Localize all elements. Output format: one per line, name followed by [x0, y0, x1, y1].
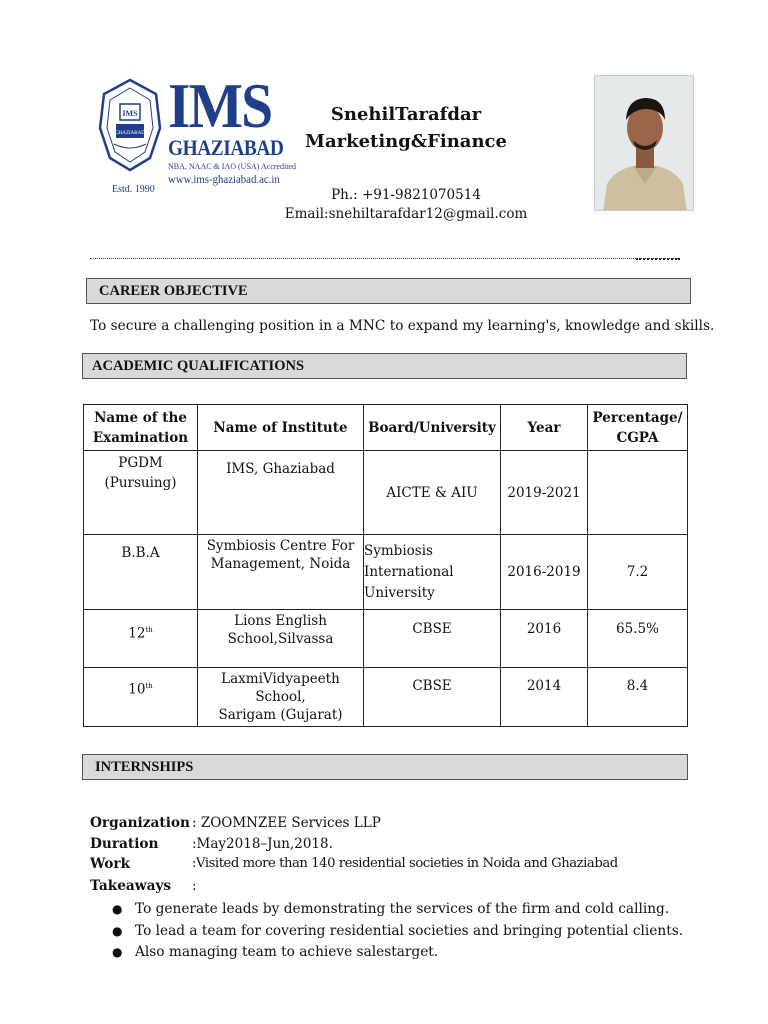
candidate-name: SnehilTarafdar [330, 104, 482, 125]
list-item: ● To lead a team for covering residential societies and bringing potential clients. [112, 921, 683, 943]
cell-exam: 12th [84, 610, 198, 668]
bullet-icon: ● [112, 902, 123, 916]
logo-city-text: GHAZIABAD [168, 135, 284, 160]
dotted-separator [90, 258, 680, 260]
section-heading-academic: ACADEMIC QUALIFICATIONS [82, 353, 687, 379]
list-item: ● Also managing team to achieve salestarget. [112, 942, 683, 964]
svg-text:GHAZIABAD: GHAZIABAD [115, 131, 145, 136]
value-duration: :May2018–Jun,2018. [192, 836, 333, 852]
phone-number: Ph.: +91-9821070514 [331, 187, 481, 203]
ims-seal-icon [98, 78, 162, 182]
logo-website: www.ims-ghaziabad.ac.in [168, 172, 280, 186]
header-board: Board/University [364, 405, 501, 451]
cell-exam: 10th [84, 668, 198, 727]
header-exam: Name of the Examination [84, 405, 198, 451]
header-percentage: Percentage/ CGPA [588, 405, 688, 451]
logo-ims-text: IMS [168, 70, 272, 141]
section-heading-internships: INTERNSHIPS [82, 754, 688, 780]
label-takeaways: Takeaways [90, 878, 172, 894]
specialization: Marketing&Finance [305, 131, 507, 152]
cell-score: 65.5% [588, 610, 688, 668]
value-takeaways-separator: : [192, 878, 197, 894]
institute-logo [98, 70, 296, 200]
cell-institute: IMS, Ghaziabad [198, 451, 364, 535]
logo-established: Estd. 1990 [112, 184, 155, 195]
cell-institute: Lions English School,Silvassa [198, 610, 364, 668]
bullet-icon: ● [112, 923, 123, 938]
value-organization: : ZOOMNZEE Services LLP [192, 815, 381, 831]
header-year: Year [501, 405, 588, 451]
profile-photo [594, 75, 694, 211]
section-heading-career-objective: CAREER OBJECTIVE [86, 278, 691, 304]
cell-board: CBSE [364, 668, 501, 727]
cell-score: 7.2 [588, 535, 688, 610]
value-work: :Visited more than 140 residential societies in Noida and Ghaziabad [192, 856, 618, 871]
cell-exam: B.B.A [84, 535, 198, 610]
cell-exam: PGDM (Pursuing) [84, 451, 198, 535]
qualifications-table [83, 404, 688, 727]
cell-year: 2014 [501, 668, 588, 727]
dotted-separator-end [636, 258, 680, 260]
cell-institute: Symbiosis Centre For Management, Noida [198, 535, 364, 610]
cell-board: CBSE [364, 610, 501, 668]
svg-text:IMS: IMS [122, 109, 138, 118]
cell-score: 8.4 [588, 668, 688, 727]
cell-year: 2016-2019 [501, 535, 588, 610]
cell-board: AICTE & AIU [364, 451, 501, 535]
table-row [84, 610, 688, 668]
cell-year: 2019-2021 [501, 451, 588, 535]
list-item: ● To generate leads by demonstrating the services of the firm and cold calling. [112, 899, 683, 921]
cell-institute: LaxmiVidyapeeth School, Sarigam (Gujarat) [198, 668, 364, 727]
bullet-icon: ● [112, 945, 123, 959]
person-photo-icon [595, 76, 694, 211]
cell-year: 2016 [501, 610, 588, 668]
label-organization: Organization [90, 815, 190, 831]
career-objective-text: To secure a challenging position in a MNC to expand my learning's, knowledge and skills. [90, 318, 715, 334]
header-institute: Name of Institute [198, 405, 364, 451]
cell-board: Symbiosis International University [364, 535, 501, 610]
takeaways-list [112, 899, 683, 964]
table-row [84, 668, 688, 727]
email-address: Email:snehiltarafdar12@gmail.com [284, 206, 528, 222]
label-duration: Duration [90, 836, 159, 852]
cell-score [588, 451, 688, 535]
table-row [84, 535, 688, 610]
table-row [84, 451, 688, 535]
label-work: Work [90, 856, 131, 872]
table-header-row [84, 405, 688, 451]
logo-accreditation: NBA, NAAC & IAO (USA) Accredited [168, 162, 296, 171]
